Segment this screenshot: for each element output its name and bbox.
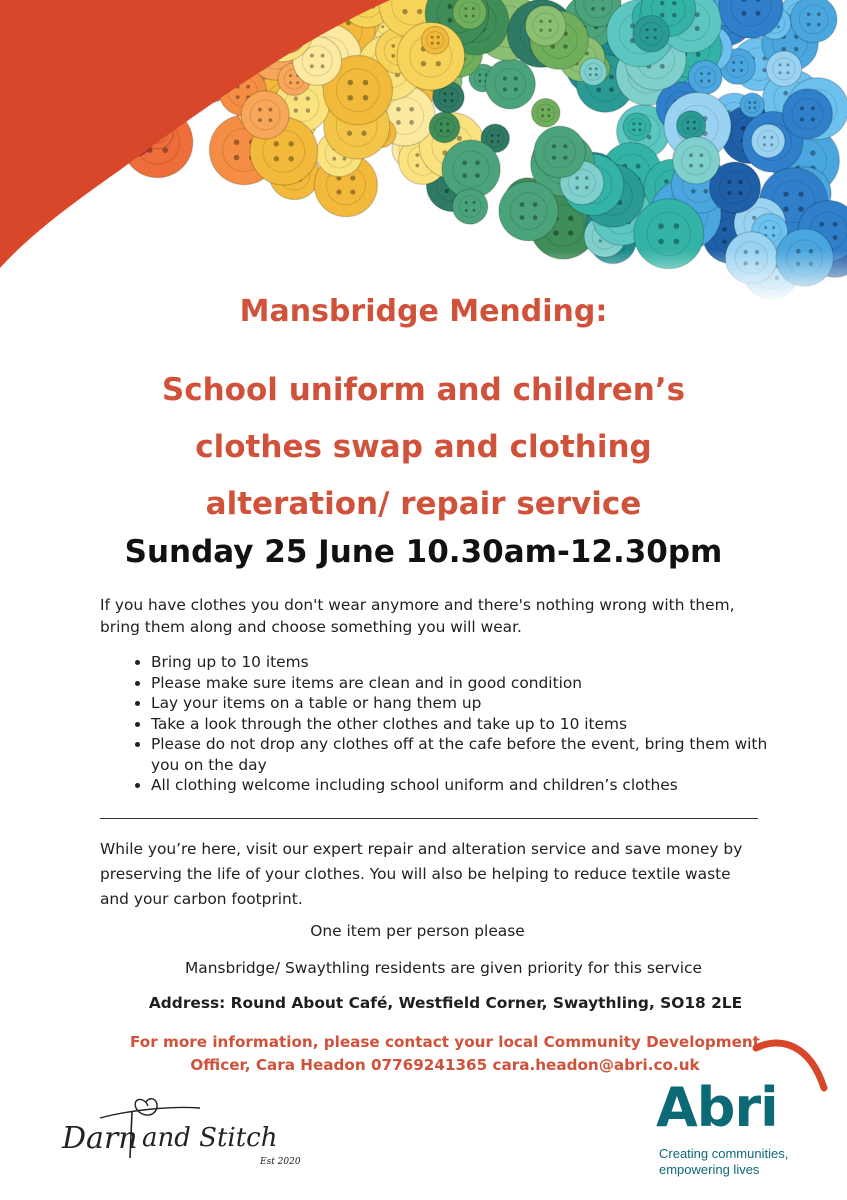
intro-line-1: If you have clothes you don't wear anymore and there's nothing wrong with them, <box>100 596 735 614</box>
teal-button-icon <box>633 16 669 52</box>
contact-line-2: Officer, Cara Headon 07769241365 cara.headon@abri.co.uk <box>190 1056 700 1074</box>
swap-rules-list <box>110 652 791 796</box>
green-button-icon <box>534 126 585 177</box>
blue-button-icon <box>688 60 722 94</box>
list-item: • Bring up to 10 items <box>151 652 791 673</box>
intro-line-2: bring them along and choose something you will wear. <box>100 618 522 636</box>
svg-text:Darn: Darn <box>62 1121 138 1156</box>
teal-button-icon <box>673 137 720 184</box>
green-button-icon <box>532 99 560 127</box>
one-item-note: One item per person please <box>310 922 525 940</box>
list-item: • Lay your items on a table or hang them up <box>151 693 791 714</box>
abri-tagline <box>659 1146 788 1178</box>
darn-and-stitch-logo <box>60 1088 310 1173</box>
teal-button-icon <box>677 111 706 140</box>
repair-line-3: and your carbon footprint. <box>100 890 303 908</box>
buttons-banner-image <box>0 0 847 305</box>
blue-button-icon <box>791 0 837 43</box>
yellow-button-icon <box>421 26 449 54</box>
list-item: • All clothing welcome including school uniform and children’s clothes <box>151 775 791 796</box>
green-button-icon <box>429 112 460 143</box>
svg-text:and Stitch: and Stitch <box>142 1123 278 1153</box>
subtitle-line-3: alteration/ repair service <box>205 486 642 522</box>
blue-button-icon <box>783 89 833 139</box>
list-item: • Take a look through the other clothes and take up to 10 items <box>151 714 791 735</box>
teal-button-icon <box>580 58 607 85</box>
event-title: Mansbridge Mending: <box>239 294 608 329</box>
svg-text:Est 2020: Est 2020 <box>260 1157 301 1167</box>
abri-tagline-line-1: Creating communities, <box>659 1146 789 1161</box>
intro-paragraph <box>100 594 780 638</box>
abri-logo <box>650 1036 840 1181</box>
contact-line-1: For more information, please contact your local Community Development <box>130 1033 760 1051</box>
blue-button-icon <box>740 93 764 117</box>
green-button-icon <box>525 5 566 46</box>
green-button-icon <box>452 189 487 224</box>
event-date-time: Sunday 25 June 10.30am-12.30pm <box>124 534 723 570</box>
event-subtitle <box>0 362 847 533</box>
subtitle-line-2: clothes swap and clothing <box>195 429 652 465</box>
list-item: • Please make sure items are clean and in good condition <box>151 673 791 694</box>
abri-wordmark: Abri <box>656 1076 778 1139</box>
repair-line-1: While you’re here, visit our expert repair and alteration service and save money by <box>100 840 743 858</box>
blue-button-icon <box>751 124 785 158</box>
address: Address: Round About Café, Westfield Corner, Swaythling, SO18 2LE <box>148 994 743 1012</box>
subtitle-line-1: School uniform and children’s <box>161 372 686 408</box>
green-button-icon <box>485 59 535 109</box>
repair-line-2: preserving the life of your clothes. You will also be helping to reduce textile waste <box>100 865 731 883</box>
green-button-icon <box>499 181 558 240</box>
orange-button-icon <box>241 91 289 139</box>
buttons-banner-svg <box>0 0 847 305</box>
teal-button-icon <box>623 113 651 141</box>
priority-note: Mansbridge/ Swaythling residents are given priority for this service <box>185 959 702 977</box>
blue-button-icon <box>766 51 802 87</box>
green-button-icon <box>453 0 487 29</box>
list-item: • Please do not drop any clothes off at the cafe before the event, bring them with you on the day <box>151 734 791 775</box>
repair-paragraph <box>100 837 780 912</box>
divider <box>100 818 758 819</box>
abri-tagline-line-2: empowering lives <box>659 1162 760 1177</box>
